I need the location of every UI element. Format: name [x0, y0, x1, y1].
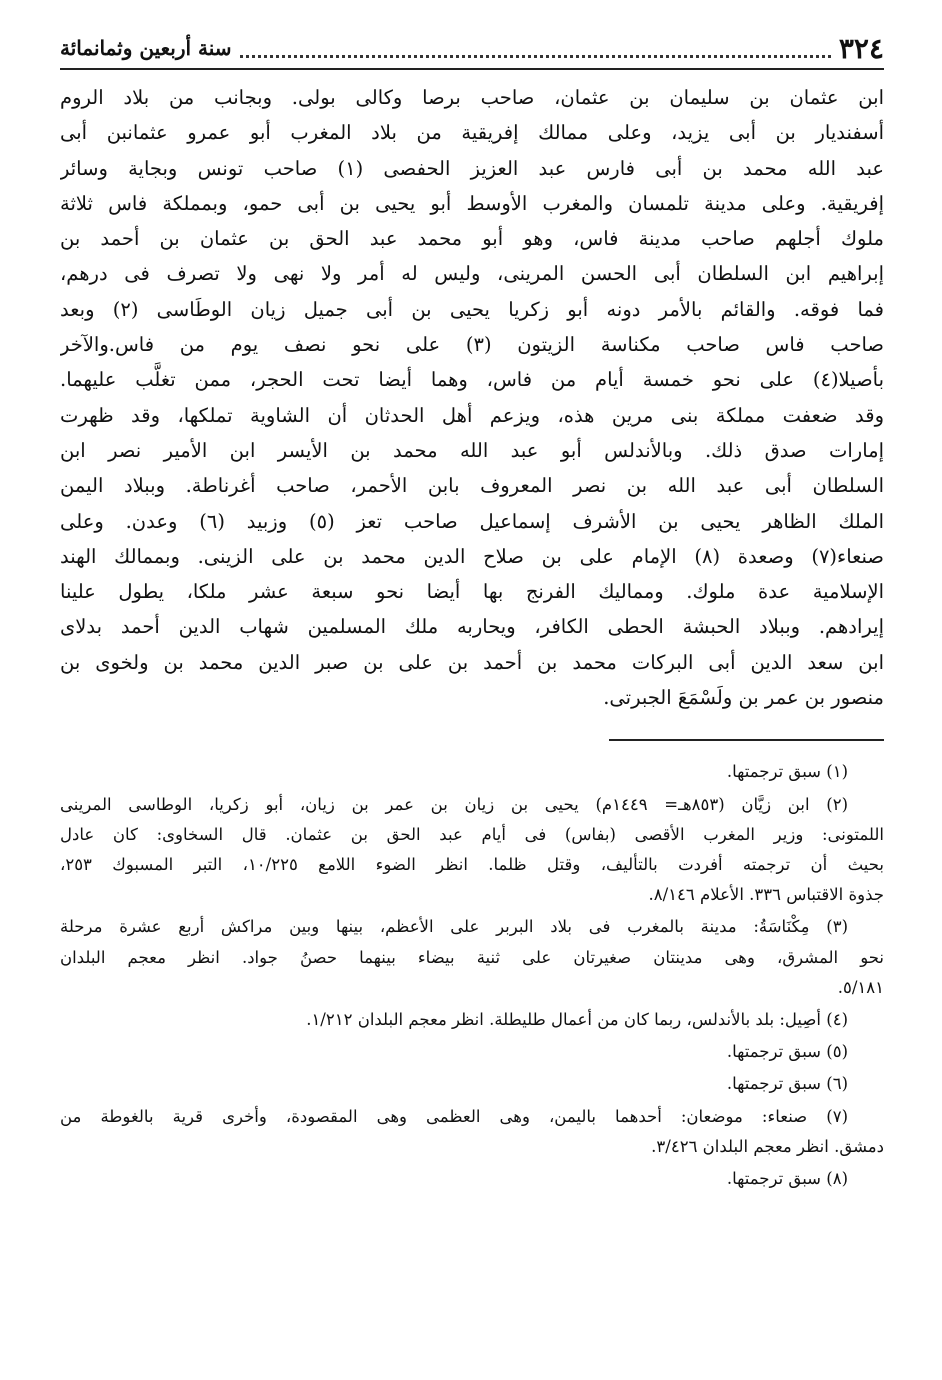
book-page	[60, 28, 884, 1196]
footnote-6	[60, 1069, 884, 1099]
footnote-7	[60, 1102, 884, 1162]
footnote-5	[60, 1037, 884, 1067]
footnote-line: (٤) أصِيل: بلد بالأندلس، ربما كان من أعمال طليطلة. انظر معجم البلدان ١/٢١٢.	[306, 1009, 848, 1029]
footnotes	[60, 757, 884, 1194]
text-line: عبد الله محمد بن أبى فارس عبد العزيز الحفصى (١) صاحب تونس وبجاية وسائر	[60, 156, 884, 180]
footnote-3	[60, 912, 884, 1003]
text-line: صنعاء(٧) وصعدة (٨) الإمام على بن صلاح الدين محمد بن على الزينى. وبممالك الهند	[60, 544, 884, 568]
footnote-line: (٧) صنعاء: موضعان: أحدهما باليمن، وهى العظمى وهى المقصودة، وأخرى قرية بالغوطة من	[60, 1106, 848, 1126]
running-title: سنة أربعين وثمانمائة	[60, 36, 232, 60]
footnote-8	[60, 1164, 884, 1194]
header-leader-dots	[240, 55, 831, 58]
text-line: الملك الظاهر يحيى بن الأشرف إسماعيل صاحب تعز (٥) وزبيد (٦) وعدن. وعلى	[60, 509, 884, 533]
text-line: فما فوقه. والقائم بالأمر دونه أبو زكريا يحيى بن أبى جميل زيان الوطَاسى (٢) وبعد	[60, 297, 884, 321]
footnote-line: (٦) سبق ترجمتها.	[726, 1074, 848, 1094]
footnote-separator	[609, 739, 884, 741]
text-line: الإسلامية عدة ملوك. ومماليك الفرنج بها أيضا نحو سبعة عشر ملكا، يطول علينا	[60, 580, 884, 604]
footnote-1	[60, 757, 884, 787]
text-line: بأصيلا(٤) على نحو خمسة أيام من فاس، وهما أيضا تحت الحجر، ممن تغلَّب عليهما.	[60, 368, 884, 392]
text-line: ملوك أجلهم صاحب مدينة فاس، وهو أبو محمد عبد الحق بن عثمان بن أحمد بن	[60, 227, 884, 251]
text-line: إبراهيم ابن السلطان أبى الحسن المرينى، وليس له أمر ولا نهى ولا تصرف فى درهم،	[60, 262, 884, 286]
page-header	[60, 28, 884, 70]
main-text	[60, 80, 884, 715]
footnote-line: دمشق. انظر معجم البلدان ٣/٤٢٦.	[651, 1136, 884, 1156]
footnote-4	[60, 1005, 884, 1035]
text-line: أسفنديار بن أبى يزيد، وعلى ممالك إفريقية من بلاد المغرب أبو عمرو عثمانبن أبى	[60, 121, 884, 145]
footnote-2	[60, 790, 884, 911]
page-number: ٣٢٤	[838, 31, 884, 65]
footnote-line: (١) سبق ترجمتها.	[726, 762, 848, 782]
text-line: ابن عثمان بن سليمان بن عثمان، صاحب برصا وكالى بولى. وبجانب من بلاد الروم	[60, 86, 884, 109]
text-line: وقد ضعفت مملكة بنى مرين هذه، ويزعم أهل الحدثان أن الشاوية تملكها، وقد ظهرت	[60, 403, 884, 427]
footnote-line: جذوة الاقتباس ٣٣٦. الأعلام ٨/١٤٦.	[648, 885, 884, 905]
text-line: السلطان أبى عبد الله بن نصر المعروف بابن الأحمر، صاحب أغرناطة. وببلاد اليمن	[60, 474, 884, 498]
text-line: إمارات صدق ذلك. وبالأندلس أبو عبد الله محمد بن الأيسر ابن الأمير نصر ابن	[60, 438, 884, 462]
footnote-line: (٥) سبق ترجمتها.	[726, 1042, 848, 1062]
text-line: إفريقية. وعلى مدينة تلمسان والمغرب الأوسط أبو يحيى بن أبى حمو، وبمملكة فاس ثلاثة	[60, 191, 884, 215]
footnote-line: (٢) ابن زيَّان (٨٥٣هـ= ١٤٤٩م) يحيى بن زيان بن عمر بن زيان، أبو زكريا، الوطاسى المرينى	[60, 794, 849, 814]
text-line: صاحب فاس صاحب مكناسة الزيتون (٣) على نحو نصف يوم من فاس.والآخر	[60, 333, 884, 357]
footnote-line: (٨) سبق ترجمتها.	[726, 1168, 848, 1188]
text-line-last: منصور بن عمر بن ولَسْمَعَ الجبرتى.	[603, 686, 884, 710]
text-line: ابن سعد الدين أبى البركات محمد بن أحمد بن على بن صبر الدين محمد بن ولخوى بن	[60, 650, 884, 674]
footnote-line: نحو المشرق، وهى مدينتان صغيرتان على ثنية بيضاء بينهما حصنُ جواد. انظر معجم البلدان	[60, 947, 884, 967]
footnote-line: اللمتونى: وزير المغرب الأقصى (بفاس) فى أيام عبد الحق بن عثمان. قال السخاوى: كان عادل	[60, 824, 884, 844]
text-line: إيرادهم. وببلاد الحبشة الحطى الكافر، ويحاربه ملك المسلمين شهاب الدين أحمد بدلاى	[60, 615, 884, 639]
footnote-line: بحيث أن ترجمته أفردت بالتأليف، وقتل ظلما. انظر الضوء اللامع ١٠/٢٢٥، التبر المسبوك ٢٥٣،	[60, 854, 884, 874]
footnote-line: ٥/١٨١.	[837, 977, 884, 997]
footnote-line: (٣) مِكْنَاسَةُ: مدينة بالمغرب فى بلاد البربر على الأعظم، بينها وبين مراكش أربع عشرة مرحلة	[60, 917, 848, 937]
